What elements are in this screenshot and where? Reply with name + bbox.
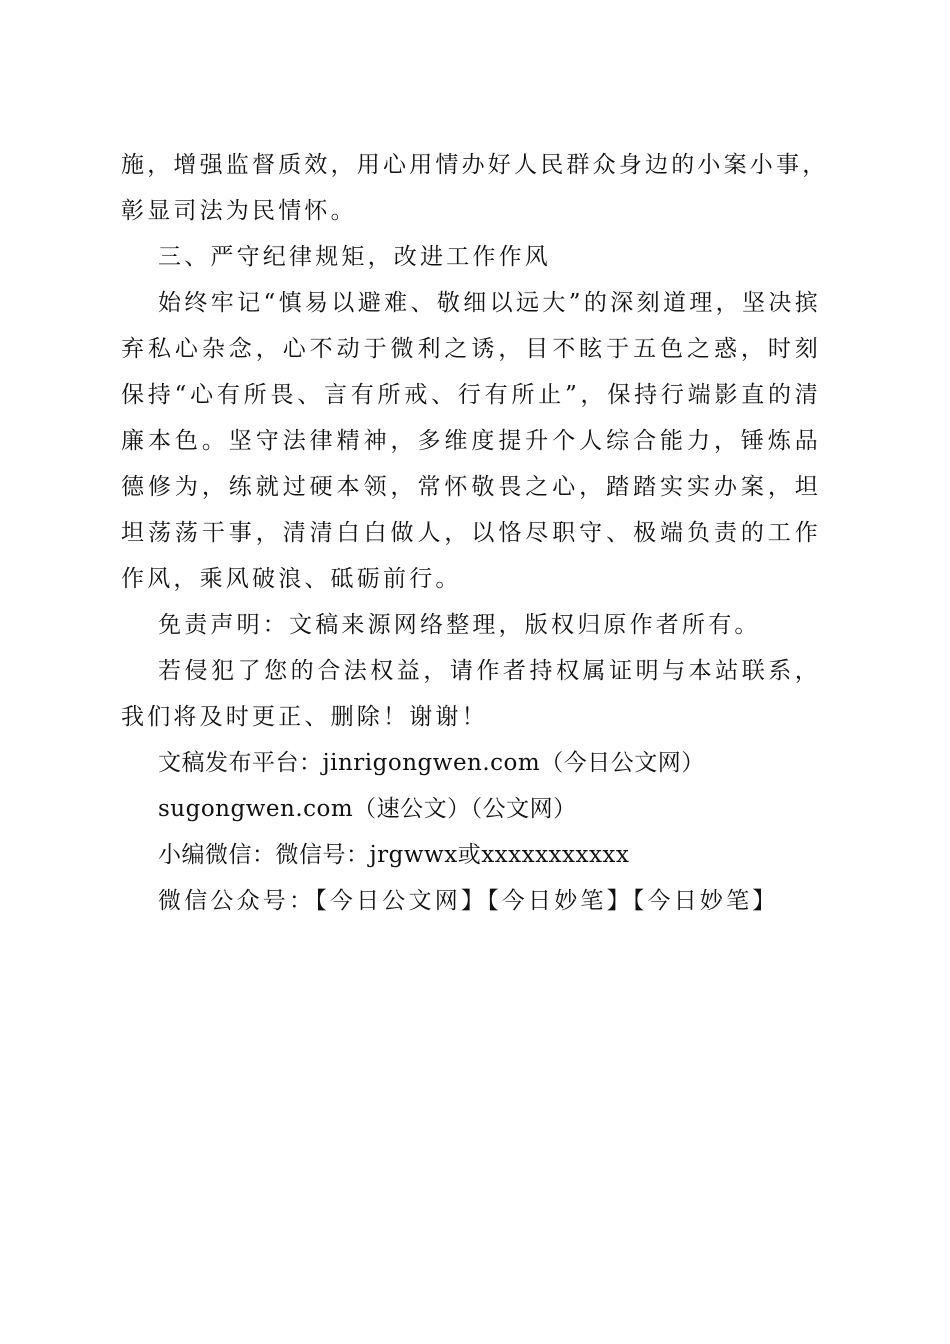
infringement-notice: 若侵犯了您的合法权益，请作者持权属证明与本站联系，我们将及时更正、删除！谢谢！ [121, 658, 821, 730]
publish-platform: 文稿发布平台：jinrigongwen.com（今日公文网） [158, 750, 705, 776]
continuation-line-1: 施，增强监督质效，用心用情办好人民群众身边的小案小事， [121, 152, 829, 178]
continuation-line-2: 彰显司法为民情怀。 [121, 198, 357, 224]
document-body [121, 142, 829, 924]
section-heading: 三、严守纪律规矩，改进工作作风 [158, 244, 551, 270]
publish-platform-secondary: sugongwen.com（速公文）（公文网） [158, 796, 577, 822]
wechat-public-account: 微信公众号：【今日公文网】【今日妙笔】【今日妙笔】 [158, 888, 779, 914]
editor-wechat: 小编微信：微信号：jrgwwx或xxxxxxxxxxx [158, 842, 630, 868]
section-paragraph: 始终牢记“慎易以避难、敬细以远大”的深刻道理，坚决摈弃私心杂念，心不动于微利之诱，目不眩于五色之惑，时刻保持“心有所畏、言有所戒、行有所止”，保持行端影直的清廉本色。坚守法律精神，多维度提升个人综合能力，锤炼品德修为，练就过硬本领，常怀敬畏之心，踏踏实实办案，坦坦荡荡干事，清清白白做人，以恪尽职守、极端负责的工作作风，乘风破浪、砥砺前行。 [121, 290, 821, 592]
disclaimer-text: 免责声明：文稿来源网络整理，版权归原作者所有。 [158, 612, 761, 638]
